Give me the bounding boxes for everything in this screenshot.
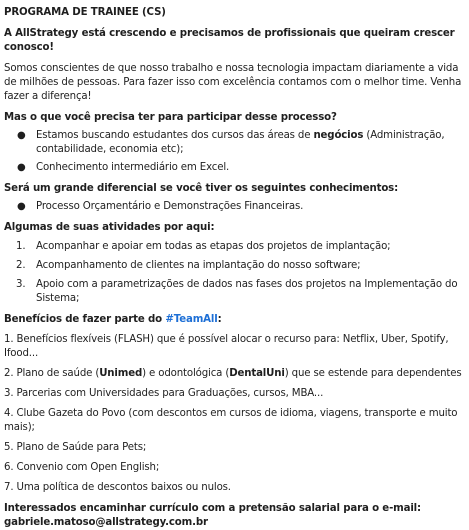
list-item <box>4 129 465 157</box>
list-item <box>4 161 465 175</box>
requirements-list <box>4 129 465 175</box>
team-hashtag-link[interactable]: #TeamAll <box>165 314 218 325</box>
benefit-bold-text: DentalUni <box>229 368 285 379</box>
contact-email[interactable]: gabriele.matoso@allstrategy.com.br <box>4 517 208 528</box>
benefit-item: 5. Plano de Saúde para Pets; <box>4 442 147 453</box>
benefit-item <box>4 367 465 381</box>
list-item-number: 2. <box>16 260 26 271</box>
list-item <box>4 278 465 306</box>
requirements-heading: Mas o que você precisa ter para participar desse processo? <box>4 112 337 123</box>
benefit-item: 7. Uma política de descontos baixos ou nulos. <box>4 482 231 493</box>
benefits-heading <box>4 313 465 327</box>
benefits-heading-colon: : <box>217 314 222 325</box>
differentials-heading: Será um grande diferencial se você tiver os seguintes conhecimentos: <box>4 183 399 194</box>
list-item-number: 3. <box>16 279 26 290</box>
benefit-item: 6. Convenio com Open English; <box>4 462 160 473</box>
bullet-icon: ● <box>17 201 26 212</box>
benefit-text: ) que se estende para dependentes <box>284 368 462 379</box>
bullet-icon: ● <box>17 130 26 141</box>
list-item-text: Processo Orçamentário e Demonstrações Financeiras. <box>36 201 304 212</box>
posting-title: PROGRAMA DE TRAINEE (CS) <box>4 7 166 18</box>
differentials-list <box>4 200 465 214</box>
benefit-bold-text: Unimed <box>99 368 143 379</box>
benefit-item: 1. Benefícios flexíveis (FLASH) que é possível alocar o recurso para: Netflix, Uber, Spotify, Ifood... <box>4 334 449 359</box>
list-item-bold-text: negócios <box>313 130 364 141</box>
contact-heading: Interessados encaminhar currículo com a pretensão salarial para o e-mail: <box>4 503 421 514</box>
list-item <box>4 240 465 254</box>
benefit-text: ) e odontológica ( <box>142 368 230 379</box>
benefit-text: 2. Plano de saúde ( <box>4 368 100 379</box>
headline: A AllStrategy está crescendo e precisamos de profissionais que queiram crescer conosco! <box>4 28 455 53</box>
list-item <box>4 200 465 214</box>
list-item-text: Acompanhamento de clientes na implantação do nosso software; <box>36 260 361 271</box>
activities-heading: Algumas de suas atividades por aqui: <box>4 222 215 233</box>
list-item-number: 1. <box>16 241 26 252</box>
list-item-text: Apoio com a parametrizações de dados nas fases dos projetos na Implementação do Sistema; <box>36 279 458 304</box>
benefits-heading-text: Benefícios de fazer parte do <box>4 314 166 325</box>
list-item-text: Acompanhar e apoiar em todas as etapas dos projetos de implantação; <box>36 241 391 252</box>
list-item-text: Estamos buscando estudantes dos cursos das áreas de <box>36 130 314 141</box>
benefit-item: 3. Parcerias com Universidades para Graduações, cursos, MBA... <box>4 388 324 399</box>
intro-paragraph: Somos conscientes de que nosso trabalho e nossa tecnologia impactam diariamente a vida de milhões de pessoas. Para fazer isso com excelência contamos com o melhor time. Venha fazer a diferença! <box>4 63 462 102</box>
benefit-item: 4. Clube Gazeta do Povo (com descontos em cursos de idioma, viagens, transporte e muito mais); <box>4 408 458 433</box>
list-item <box>4 259 465 273</box>
activities-list <box>4 240 465 306</box>
bullet-icon: ● <box>17 162 26 173</box>
list-item-text: Conhecimento intermediário em Excel. <box>36 162 230 173</box>
list-item-text: (Administração, contabilidade, economia etc); <box>36 130 445 155</box>
